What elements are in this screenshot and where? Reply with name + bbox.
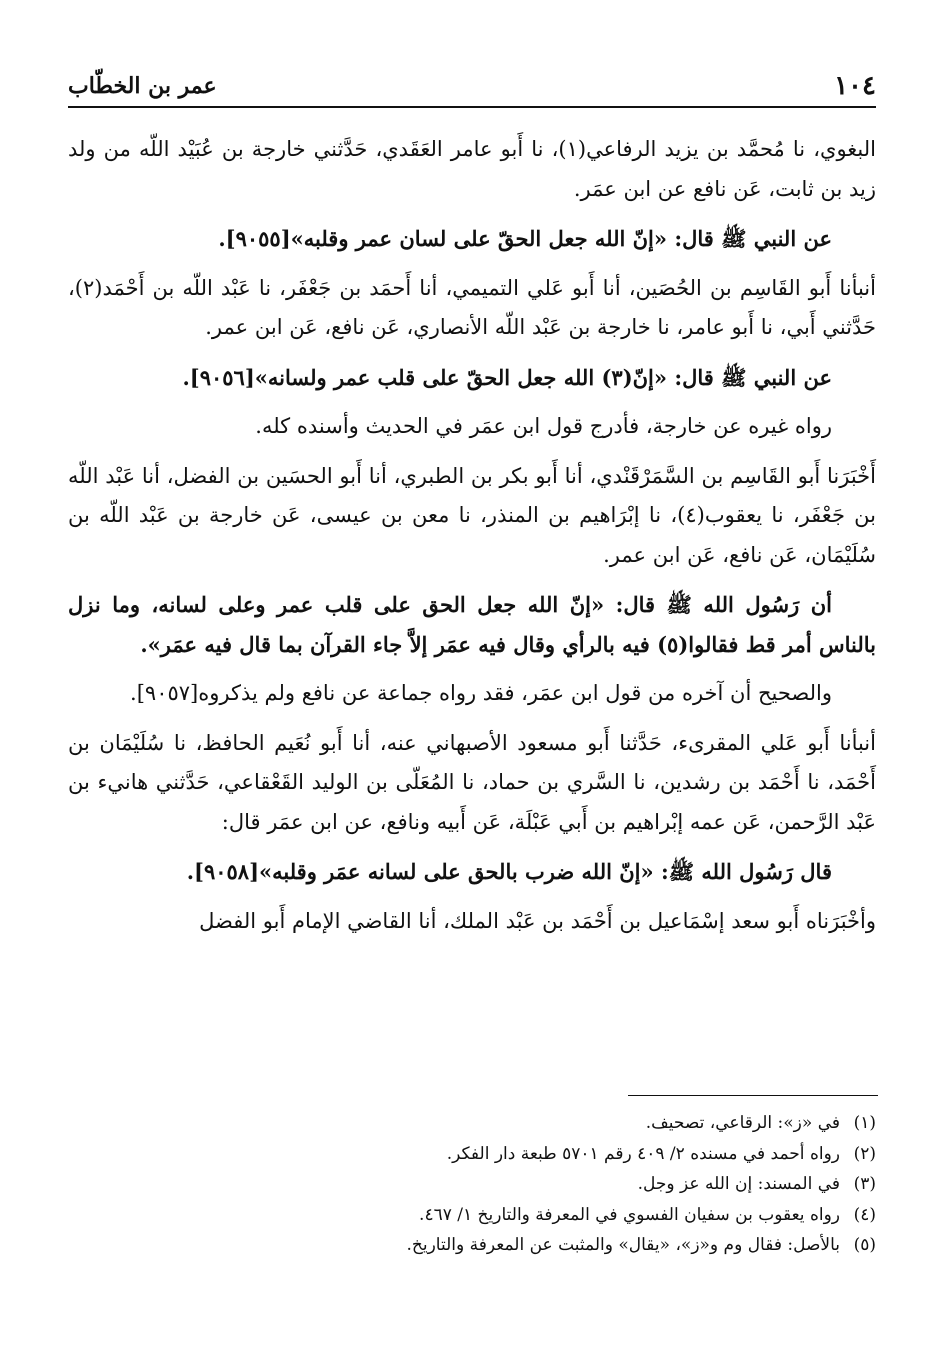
- footnote-number: (٢): [853, 1143, 876, 1164]
- paragraph: أنبأنا أَبو عَلي المقرىء، حَدَّثنا أَبو مسعود الأصبهاني عنه، أنا أَبو نُعَيم الحافظ، نا سُلَيْمَان بن أَحْمَد، نا أَحْمَد بن رشدين، نا السَّري بن حماد، نا المُعَلّى بن الوليد القَعْقاعي، حَدَّثني هانيء بن عَبْد الرَّحمن، عَن عمه إبْراهيم بن أَبي عَبْلَة، عَن أَبيه ونافع، عن ابن عمَر قال:: [68, 730, 876, 834]
- footnote-number: (٤): [853, 1204, 876, 1225]
- paragraph: رواه غيره عن خارجة، فأدرج قول ابن عمَر في الحديث وأسنده كله.: [255, 414, 832, 438]
- footnote-rule: [628, 1095, 878, 1096]
- footnote-text: بالأصل: فقال وم و«ز»، «يقال» والمثبت عن المعرفة والتاريخ.: [406, 1235, 840, 1255]
- footnote: [68, 1169, 876, 1200]
- main-text: [68, 130, 876, 951]
- footnote-text: في «ز»: الرقاعي، تصحيف.: [645, 1113, 840, 1133]
- paragraph: أن رَسُول الله ﷺ قال: «إنّ الله جعل الحق على قلب عمر وعلى لسانه، وما نزل بالناس أمر قط فقالوا(٥) فيه بالرأي وقال فيه عمَر إلاَّ جاء القرآن بما قال فيه عمَر».: [68, 592, 876, 657]
- footnote-text: رواه أحمد في مسنده ٢/ ٤٠٩ رقم ٥٧٠١ طبعة دار الفكر.: [446, 1143, 840, 1164]
- footnote: [68, 1200, 876, 1231]
- paragraph: وأخْبَرَناه أَبو سعد إسْمَاعيل بن أَحْمَد بن عَبْد الملك، أنا القاضي الإمام أَبو الفضل: [199, 908, 876, 933]
- paragraph: البغوي، نا مُحمَّد بن يزيد الرفاعي(١)، نا أَبو عامر العَقَدي، حَدَّثني خارجة بن عُبَيْد اللّه من ولد زيد بن ثابت، عَن نافع عن ابن عمَر.: [68, 137, 876, 201]
- paragraph: عن النبي ﷺ قال: «إنّ الله جعل الحقّ على لسان عمر وقلبه»[٩٠٥٥].: [218, 226, 832, 251]
- footnote-number: (٣): [853, 1174, 876, 1194]
- footnote: [68, 1108, 876, 1139]
- footnote-number: (٥): [853, 1235, 876, 1255]
- page-number: ١٠٤: [834, 71, 876, 101]
- running-title: عمر بن الخطّاب: [68, 73, 217, 99]
- paragraph: أَخْبَرَنا أَبو القَاسِم بن السَّمَرْقَنْدي، أنا أَبو بكر بن الطبري، أنا أَبو الحسَين بن الفضل، أنا عَبْد اللّه بن جَعْفَر، نا يعقوب(٤)، نا إبْرَاهيم بن المنذر، نا معن بن عيسى، عَن خارجة بن عَبْد اللّه بن سُلَيْمَان، عَن نافع، عَن ابن عمر.: [68, 463, 877, 567]
- header-rule: [68, 106, 876, 108]
- footnote: [68, 1139, 876, 1170]
- paragraph: والصحيح أن آخره من قول ابن عمَر، فقد رواه جماعة عن نافع ولم يذكروه[٩٠٥٧].: [130, 681, 832, 705]
- footnotes: [68, 1108, 876, 1261]
- footnote-number: (١): [853, 1113, 876, 1133]
- paragraph: قال رَسُول الله ﷺ: «إنّ الله ضرب بالحق على لسانه عمَر وقلبه»[٩٠٥٨].: [186, 859, 832, 884]
- page-header: [68, 66, 876, 106]
- footnote-text: في المسند: إن الله عز وجل.: [637, 1174, 840, 1194]
- paragraph: أنبأنا أَبو القَاسِم بن الحُصَين، أنا أَبو عَلي التميمي، أنا أَحمَد بن جَعْفَر، نا عَبْد اللّه بن أَحْمَد(٢)، حَدَّثني أَبي، نا أَبو عامر، نا خارجة بن عَبْد اللّه الأنصاري، عَن نافع، عَن ابن عمر.: [68, 275, 876, 339]
- footnote: [68, 1230, 876, 1261]
- paragraph: عن النبي ﷺ قال: «إنّ(٣) الله جعل الحقّ على قلب عمر ولسانه»[٩٠٥٦].: [182, 364, 832, 390]
- footnote-text: رواه يعقوب بن سفيان الفسوي في المعرفة والتاريخ ١/ ٤٦٧.: [419, 1204, 840, 1225]
